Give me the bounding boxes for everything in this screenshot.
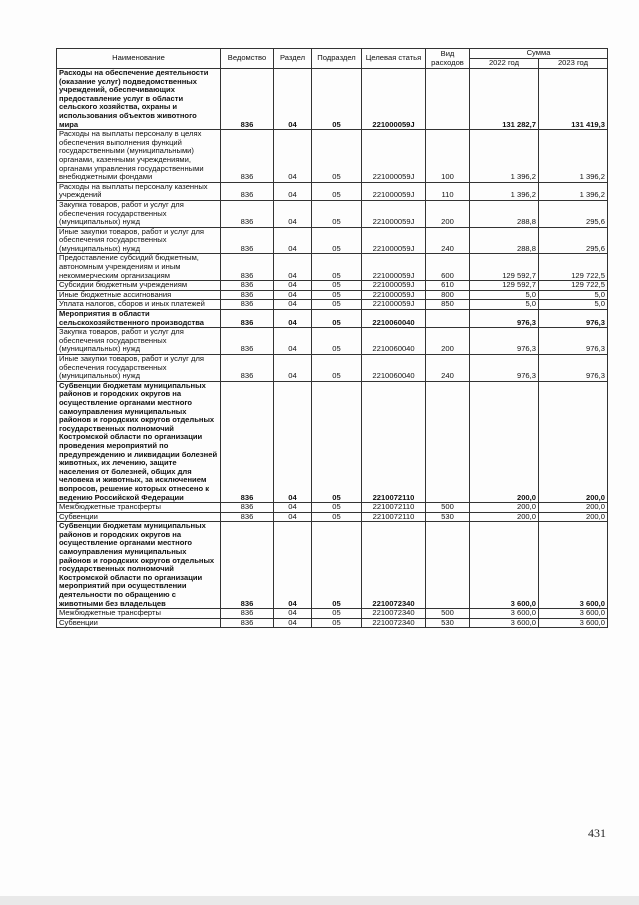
row-type: 110 (426, 182, 470, 200)
table-row (57, 618, 608, 628)
row-type: 200 (426, 328, 470, 355)
row-name: Расходы на выплаты персоналу в целях обеспечения выполнения функций государственными (муниципальными) органами, казенными учреждениями, органами управления государственными внебюджетными фондами (57, 130, 221, 183)
row-name: Иные закупки товаров, работ и услуг для обеспечения государственных (муниципальных) нужд (57, 355, 221, 382)
row-value-2023: 3 600,0 (539, 609, 608, 619)
table-row (57, 512, 608, 522)
row-value-2022: 5,0 (470, 290, 539, 300)
row-dept: 836 (221, 130, 274, 183)
row-value-2023: 129 722,5 (539, 281, 608, 291)
row-dept: 836 (221, 200, 274, 227)
row-subsection: 05 (312, 609, 362, 619)
row-section: 04 (274, 290, 312, 300)
row-name: Межбюджетные трансферты (57, 609, 221, 619)
row-target: 221000059J (362, 130, 426, 183)
row-value-2022: 976,3 (470, 328, 539, 355)
header-sum: Сумма (470, 49, 608, 59)
row-section: 04 (274, 381, 312, 502)
row-target: 2210072110 (362, 381, 426, 502)
row-name: Расходы на обеспечение деятельности (оказание услуг) подведомственных учреждений, обеспечивающих предоставление услуг в области сельского хозяйства, охраны и использования объектов животного мира (57, 69, 221, 130)
row-value-2022: 3 600,0 (470, 522, 539, 609)
row-section: 04 (274, 609, 312, 619)
table-row (57, 522, 608, 609)
row-name: Субсидии бюджетным учреждениям (57, 281, 221, 291)
row-type: 610 (426, 281, 470, 291)
table-row (57, 503, 608, 513)
row-value-2023: 1 396,2 (539, 130, 608, 183)
row-value-2023: 200,0 (539, 503, 608, 513)
row-type: 240 (426, 355, 470, 382)
header-type: Вид расходов (426, 49, 470, 69)
table-row (57, 300, 608, 310)
row-target: 221000059J (362, 254, 426, 281)
row-subsection: 05 (312, 503, 362, 513)
row-subsection: 05 (312, 227, 362, 254)
row-target: 2210072110 (362, 512, 426, 522)
row-value-2023: 200,0 (539, 381, 608, 502)
row-value-2022: 200,0 (470, 381, 539, 502)
row-subsection: 05 (312, 355, 362, 382)
row-name: Субвенции (57, 618, 221, 628)
row-value-2023: 5,0 (539, 300, 608, 310)
row-type: 600 (426, 254, 470, 281)
header-subsection: Подраздел (312, 49, 362, 69)
row-value-2022: 5,0 (470, 300, 539, 310)
row-section: 04 (274, 182, 312, 200)
row-target: 221000059J (362, 200, 426, 227)
row-subsection: 05 (312, 254, 362, 281)
row-subsection: 05 (312, 200, 362, 227)
row-value-2022: 976,3 (470, 310, 539, 328)
header-target: Целевая статья (362, 49, 426, 69)
header-2023: 2023 год (539, 59, 608, 69)
row-name: Субвенции (57, 512, 221, 522)
row-subsection: 05 (312, 522, 362, 609)
page-number: 431 (588, 826, 606, 840)
table-row (57, 281, 608, 291)
row-value-2023: 5,0 (539, 290, 608, 300)
row-type: 530 (426, 618, 470, 628)
row-dept: 836 (221, 310, 274, 328)
row-section: 04 (274, 200, 312, 227)
budget-table (56, 48, 608, 628)
row-value-2022: 200,0 (470, 512, 539, 522)
table-row (57, 381, 608, 502)
row-name: Расходы на выплаты персоналу казенных учреждений (57, 182, 221, 200)
row-subsection: 05 (312, 512, 362, 522)
table-row (57, 290, 608, 300)
row-value-2023: 976,3 (539, 310, 608, 328)
row-value-2023: 976,3 (539, 328, 608, 355)
row-target: 2210072340 (362, 618, 426, 628)
row-type (426, 522, 470, 609)
header-dept: Ведомство (221, 49, 274, 69)
row-section: 04 (274, 281, 312, 291)
table-row (57, 328, 608, 355)
row-type: 800 (426, 290, 470, 300)
row-value-2023: 200,0 (539, 512, 608, 522)
row-name: Субвенции бюджетам муниципальных районов и городских округов на осуществление органами местного самоуправления муниципальных районов и городских округов отдельных государственных полномочий Костромской области по организации проведения мероприятий по предупреждению и ликвидации болезней животных, их лечению, защите населения от болезней, общих для человека и животных, за исключением вопросов, решение которых отнесено к ведению Российской Федерации (57, 381, 221, 502)
table-row (57, 182, 608, 200)
row-dept: 836 (221, 503, 274, 513)
table-row (57, 609, 608, 619)
row-value-2022: 1 396,2 (470, 182, 539, 200)
row-target: 221000059J (362, 182, 426, 200)
row-value-2022: 288,8 (470, 227, 539, 254)
header-name: Наименование (57, 49, 221, 69)
row-value-2023: 976,3 (539, 355, 608, 382)
row-target: 2210060040 (362, 328, 426, 355)
row-target: 221000059J (362, 227, 426, 254)
row-type (426, 381, 470, 502)
table-row (57, 227, 608, 254)
row-value-2023: 3 600,0 (539, 522, 608, 609)
row-section: 04 (274, 300, 312, 310)
row-name: Межбюджетные трансферты (57, 503, 221, 513)
row-section: 04 (274, 618, 312, 628)
row-subsection: 05 (312, 310, 362, 328)
row-type: 500 (426, 503, 470, 513)
row-value-2022: 1 396,2 (470, 130, 539, 183)
row-target: 221000059J (362, 300, 426, 310)
scan-edge (0, 896, 639, 905)
row-section: 04 (274, 227, 312, 254)
row-subsection: 05 (312, 69, 362, 130)
table-row (57, 355, 608, 382)
row-section: 04 (274, 512, 312, 522)
row-target: 2210060040 (362, 355, 426, 382)
row-name: Закупка товаров, работ и услуг для обеспечения государственных (муниципальных) нужд (57, 328, 221, 355)
row-dept: 836 (221, 227, 274, 254)
row-section: 04 (274, 355, 312, 382)
row-subsection: 05 (312, 182, 362, 200)
row-target: 221000059J (362, 69, 426, 130)
row-dept: 836 (221, 355, 274, 382)
row-type: 850 (426, 300, 470, 310)
row-value-2023: 131 419,3 (539, 69, 608, 130)
row-dept: 836 (221, 328, 274, 355)
row-value-2022: 129 592,7 (470, 281, 539, 291)
row-value-2022: 976,3 (470, 355, 539, 382)
row-section: 04 (274, 522, 312, 609)
row-dept: 836 (221, 300, 274, 310)
table-row (57, 130, 608, 183)
row-name: Мероприятия в области сельскохозяйственного производства (57, 310, 221, 328)
row-name: Предоставление субсидий бюджетным, автономным учреждениям и иным некоммерческим организациям (57, 254, 221, 281)
row-dept: 836 (221, 522, 274, 609)
row-type (426, 69, 470, 130)
row-target: 2210072340 (362, 522, 426, 609)
row-name: Иные закупки товаров, работ и услуг для обеспечения государственных (муниципальных) нужд (57, 227, 221, 254)
row-value-2022: 3 600,0 (470, 618, 539, 628)
row-value-2023: 129 722,5 (539, 254, 608, 281)
row-dept: 836 (221, 512, 274, 522)
row-subsection: 05 (312, 618, 362, 628)
row-value-2022: 131 282,7 (470, 69, 539, 130)
row-target: 221000059J (362, 281, 426, 291)
row-target: 2210060040 (362, 310, 426, 328)
row-dept: 836 (221, 182, 274, 200)
row-dept: 836 (221, 381, 274, 502)
row-value-2022: 288,8 (470, 200, 539, 227)
row-section: 04 (274, 69, 312, 130)
row-subsection: 05 (312, 130, 362, 183)
row-name: Закупка товаров, работ и услуг для обеспечения государственных (муниципальных) нужд (57, 200, 221, 227)
row-section: 04 (274, 130, 312, 183)
row-subsection: 05 (312, 281, 362, 291)
row-type: 240 (426, 227, 470, 254)
row-dept: 836 (221, 254, 274, 281)
row-value-2022: 200,0 (470, 503, 539, 513)
table-body (57, 69, 608, 628)
row-dept: 836 (221, 281, 274, 291)
header-2022: 2022 год (470, 59, 539, 69)
row-section: 04 (274, 310, 312, 328)
row-target: 2210072110 (362, 503, 426, 513)
row-type: 530 (426, 512, 470, 522)
row-dept: 836 (221, 618, 274, 628)
header-section: Раздел (274, 49, 312, 69)
row-value-2022: 129 592,7 (470, 254, 539, 281)
row-value-2022: 3 600,0 (470, 609, 539, 619)
table-row (57, 69, 608, 130)
row-dept: 836 (221, 69, 274, 130)
row-type: 500 (426, 609, 470, 619)
row-type (426, 310, 470, 328)
row-name: Субвенции бюджетам муниципальных районов и городских округов на осуществление органами местного самоуправления муниципальных районов и городских округов отдельных государственных полномочий Костромской области по организации мероприятий при осуществлении деятельности по обращению с животными без владельцев (57, 522, 221, 609)
row-target: 221000059J (362, 290, 426, 300)
row-subsection: 05 (312, 290, 362, 300)
row-value-2023: 1 396,2 (539, 182, 608, 200)
row-name: Уплата налогов, сборов и иных платежей (57, 300, 221, 310)
row-type: 100 (426, 130, 470, 183)
table-row (57, 200, 608, 227)
row-target: 2210072340 (362, 609, 426, 619)
row-subsection: 05 (312, 381, 362, 502)
table-row (57, 310, 608, 328)
row-subsection: 05 (312, 300, 362, 310)
row-value-2023: 3 600,0 (539, 618, 608, 628)
row-value-2023: 295,6 (539, 200, 608, 227)
row-section: 04 (274, 254, 312, 281)
row-subsection: 05 (312, 328, 362, 355)
row-type: 200 (426, 200, 470, 227)
table-row (57, 254, 608, 281)
row-section: 04 (274, 503, 312, 513)
row-dept: 836 (221, 609, 274, 619)
row-dept: 836 (221, 290, 274, 300)
row-section: 04 (274, 328, 312, 355)
row-value-2023: 295,6 (539, 227, 608, 254)
row-name: Иные бюджетные ассигнования (57, 290, 221, 300)
